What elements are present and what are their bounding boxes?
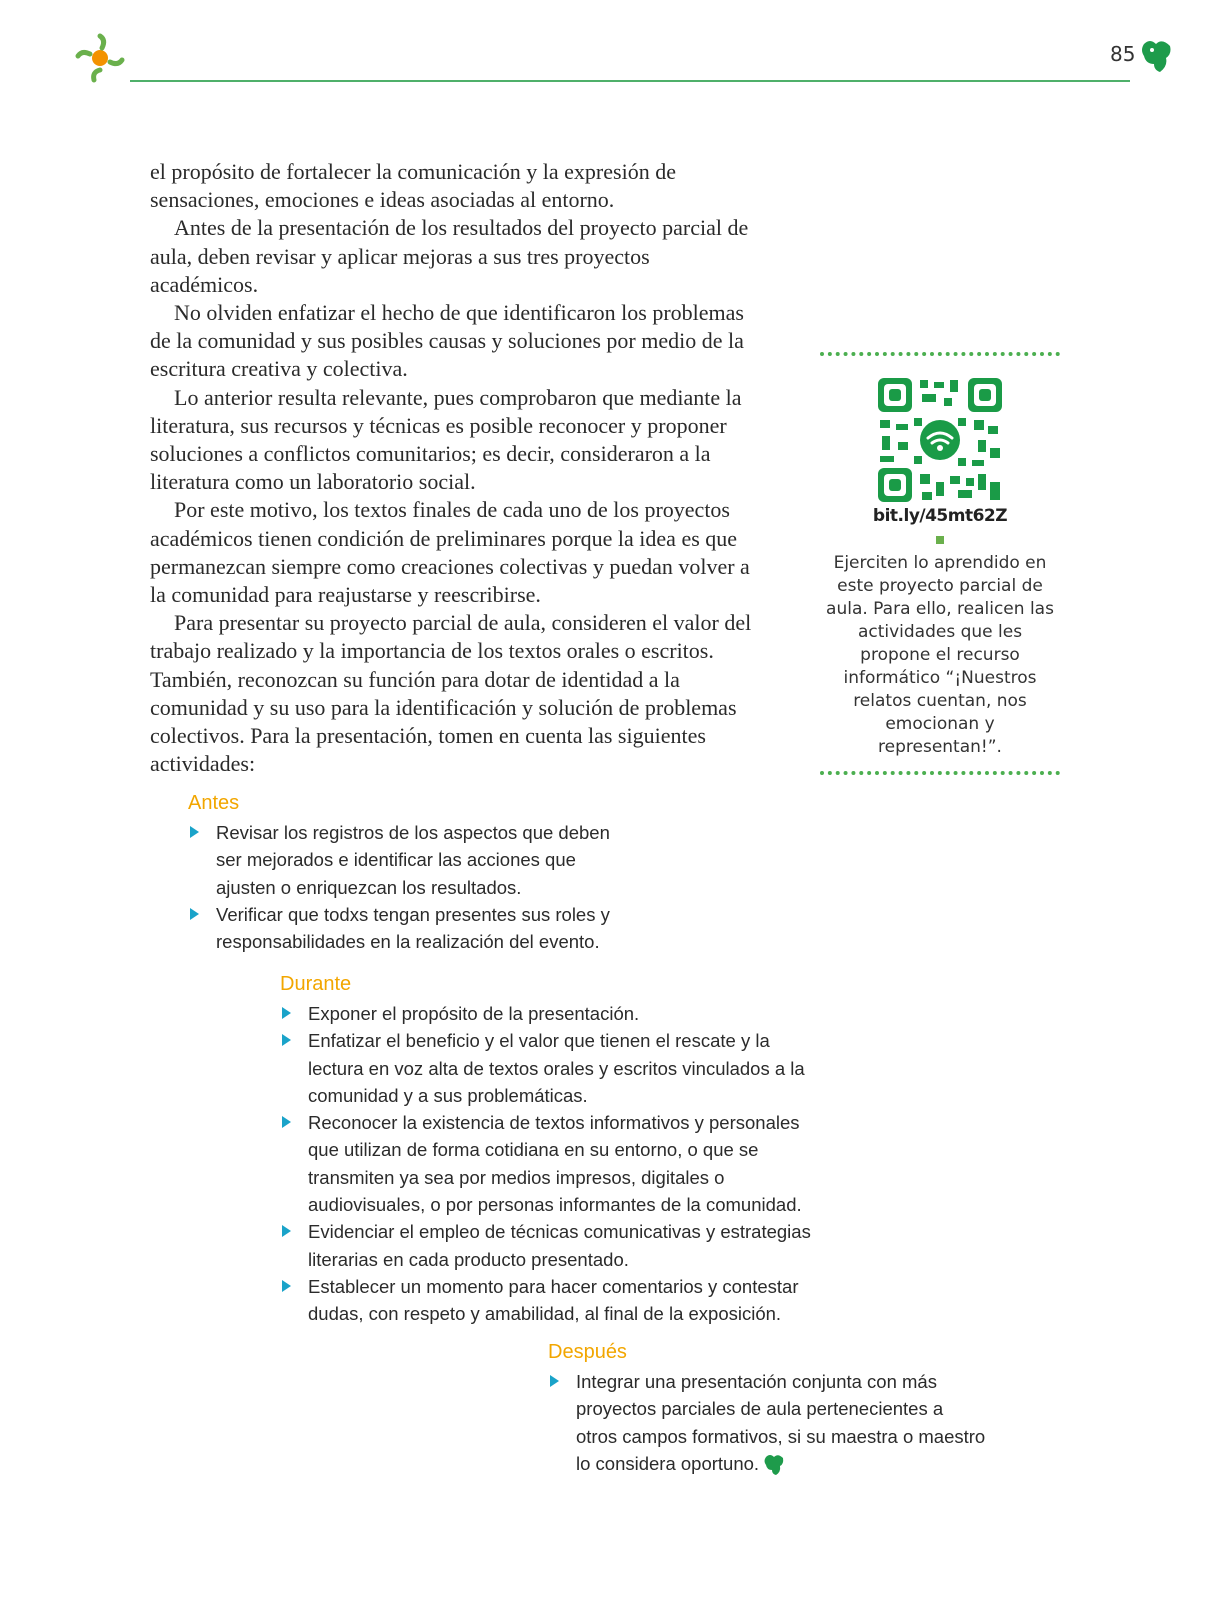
section-title: Durante: [280, 973, 352, 995]
list-item-text: Exponer el propósito de la presentación.: [308, 1003, 640, 1024]
paragraph: Por este motivo, los textos finales de cada uno de los proyectos académicos tienen condición de preliminares porque la idea es que permanezcan siempre como creaciones colectivas y puedan volver a la comunidad para reajustarse y reescribirse.: [150, 497, 750, 608]
sidebar-description: Ejerciten lo aprendido en este proyecto parcial de aula. Para ello, realicen las actividades que les propone el recurso informático “¡Nuestros relatos cuentan, nos emocionan y representan!”.: [826, 553, 1054, 757]
qr-code-icon[interactable]: [878, 378, 1002, 502]
arrow-bullet-icon: [282, 1116, 291, 1128]
list-item: [280, 1109, 820, 1218]
paragraph: No olviden enfatizar el hecho de que identificaron los problemas de la comunidad y sus posibles causas y soluciones por medio de la escritura creativa y colectiva.: [150, 300, 744, 382]
paragraph: el propósito de fortalecer la comunicación y la expresión de sensaciones, emociones e ideas asociadas al entorno.: [150, 159, 676, 213]
list-item: [280, 1027, 820, 1109]
list-item-text: Verificar que todxs tengan presentes sus roles y responsabilidades en la realización del evento.: [216, 903, 610, 953]
list-item-text: Enfatizar el beneficio y el valor que tienen el rescate y la lectura en voz alta de textos orales y escritos vinculados a la comunidad y a sus problemáticas.: [308, 1030, 805, 1106]
sidebar-divider-top: [820, 352, 1060, 356]
activity-list: [280, 1000, 820, 1328]
page-number: 85: [1110, 42, 1136, 66]
green-figure-icon: [1140, 38, 1174, 74]
list-item: [548, 1368, 988, 1477]
activity-list: [548, 1368, 988, 1477]
resource-url[interactable]: bit.ly/45mt62Z: [872, 506, 1008, 526]
green-bullet: [936, 536, 944, 544]
section-durante: [280, 973, 820, 1328]
list-item: [280, 1218, 820, 1273]
resource-sidebar: [820, 352, 1060, 775]
arrow-bullet-icon: [282, 1225, 291, 1237]
sidebar-divider-bottom: [820, 771, 1060, 775]
section-despues: [548, 1341, 988, 1477]
list-item: [188, 901, 638, 956]
paragraph: Lo anterior resulta relevante, pues comprobaron que mediante la literatura, sus recursos y técnicas es posible reconocer y proponer soluciones a conflictos comunitarios; es decir, consideraron a la literatura como un laboratorio social.: [150, 384, 742, 495]
list-item: [280, 1273, 820, 1328]
arrow-bullet-icon: [282, 1280, 291, 1292]
list-item-text: Reconocer la existencia de textos informativos y personales que utilizan de forma cotidiana en su entorno, o que se transmiten ya sea por medios impresos, digitales o audiovisuales, o por personas informantes de la comunidad.: [308, 1112, 802, 1216]
list-item-text: Integrar una presentación conjunta con más proyectos parciales de aula pertenecientes a otros campos formativos, si su maestra o maestro lo considera oportuno.: [576, 1371, 986, 1474]
paragraph: Para presentar su proyecto parcial de aula, consideren el valor del trabajo realizado y la importancia de los textos orales o escritos. También, reconozcan su función para dotar de identidad a la comunidad y su uso para la identificación y solución de problemas colectivos. Para la presentación, tomen en cuenta las siguientes actividades:: [150, 610, 752, 777]
arrow-bullet-icon: [282, 1007, 291, 1019]
section-title: Después: [548, 1341, 627, 1363]
header-rule: [130, 80, 1130, 82]
arrow-bullet-icon: [190, 908, 199, 920]
section-antes: [188, 792, 638, 955]
activity-list: [188, 819, 638, 955]
list-item: [188, 819, 638, 901]
green-figure-end-icon: [763, 1453, 785, 1477]
flower-logo-icon: [72, 32, 128, 84]
main-text: [150, 158, 760, 778]
paragraph: Antes de la presentación de los resultados del proyecto parcial de aula, deben revisar y aplicar mejoras a sus tres proyectos académicos.: [150, 215, 749, 297]
list-item-text: Revisar los registros de los aspectos que deben ser mejorados e identificar las acciones que ajusten o enriquezcan los resultados.: [216, 822, 610, 898]
list-item-text: Establecer un momento para hacer comentarios y contestar dudas, con respeto y amabilidad, al final de la exposición.: [308, 1275, 799, 1325]
arrow-bullet-icon: [282, 1034, 291, 1046]
list-item: [280, 1000, 820, 1027]
section-title: Antes: [188, 792, 240, 814]
list-item-text: Evidenciar el empleo de técnicas comunicativas y estrategias literarias en cada producto presentado.: [308, 1221, 811, 1270]
arrow-bullet-icon: [550, 1375, 559, 1387]
arrow-bullet-icon: [190, 826, 199, 838]
